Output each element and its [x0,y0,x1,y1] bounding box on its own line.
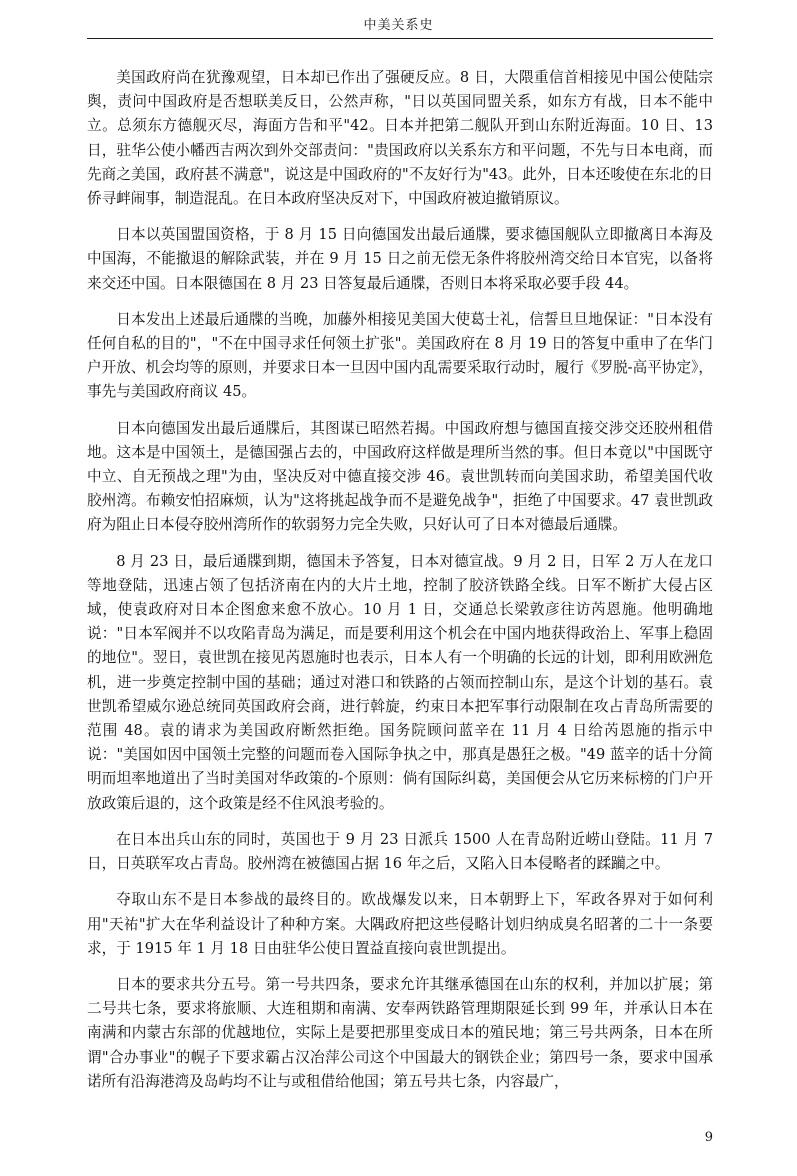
body-text [87,66,713,1106]
paragraph: 日本以英国盟国资格，于 8 月 15 日向德国发出最后通牒，要求德国舰队立即撤离日本海及中国海，不能撤退的解除武装，并在 9 月 15 日之前无偿无条件将胶州湾交给日本官宪，以备将来交还中国。日本限德国在 8 月 23 日答复最后通牒，否则日本将采取必要手段 44。 [87,226,713,292]
paragraph: 美国政府尚在犹豫观望，日本却已作出了强硬反应。8 日，大隈重信首相接见中国公使陆宗舆，责问中国政府是否想联美反日，公然声称，"日以英国同盟关系，如东方有战，日本不能中立。总须东方德舰灭尽，海面方告和平"42。日本并把第二舰队开到山东附近海面。10 日、13 日，驻华公使小幡西吉两次到外交部责问："贵国政府以关系东方和平问题，不先与日本电商，而先商之美国，政府甚不满意"，说这是中国政府的"不友好行为"43。此外，日本还唆使在东北的日侨寻衅闹事，制造混乱。在日本政府坚决反对下，中国政府被迫撤销原议。 [87,69,713,208]
paragraph: 日本发出上述最后通牒的当晚，加藤外相接见美国大使葛士礼，信誓旦旦地保证："日本没有任何自私的目的"，"不在中国寻求任何领土扩张"。美国政府在 8 月 19 日的答复中重申了在华门户开放、机会均等的原则，并要求日本一旦因中国内乱需要采取行动时，履行《罗脱-高平协定》，事先与美国政府商议 45。 [87,310,713,401]
paragraph: 在日本出兵山东的同时，英国也于 9 月 23 日派兵 1500 人在青岛附近崂山登陆。11 月 7 日，日英联军攻占青岛。胶州湾在被德国占据 16 年之后，又陷入日本侵略者的蹂躏之中。 [87,830,713,873]
paragraph: 8 月 23 日，最后通牒到期，德国未予答复，日本对德宣战。9 月 2 日，日军 2 万人在龙口等地登陆，迅速占领了包括济南在内的大片土地，控制了胶济铁路全线。日军不断扩大侵占区域，使袁政府对日本企图愈来愈不放心。10 月 1 日，交通总长梁敦彦往访芮恩施。他明确地说："日本军阀并不以攻陷青岛为满足，而是要利用这个机会在中国内地获得政治上、军事上稳固的地位"。翌日，袁世凯在接见芮恩施时也表示，日本人有一个明确的长远的计划，即利用欧洲危机，进一步奠定控制中国的基础；通过对港口和铁路的占领而控制山东，是这个计划的基石。袁世凯希望威尔逊总统同英国政府会商，进行斡旋，约束日本把军事行动限制在攻占青岛所需要的范围 48。袁的请求为美国政府断然拒绝。国务院顾问蓝辛在 11 月 4 日给芮恩施的指示中说："美国如因中国领土完整的问题而卷入国际争执之中，那真是愚狂之极。"49 蓝辛的话十分简明而坦率地道出了当时美国对华政策的-个原则：倘有国际纠葛，美国便会从它历来标榜的门户开放政策后退的，这个政策是经不住风浪考验的。 [87,552,713,812]
paragraph: 夺取山东不是日本参战的最终目的。欧战爆发以来，日本朝野上下，军政各界对于如何利用"天祐"扩大在华利益设计了种种方案。大隅政府把这些侵略计划归纳成臭名昭著的二十一条要求，于 1915 年 1 月 18 日由驻华公使日置益直接向袁世凯提出。 [87,891,713,957]
paragraph: 日本的要求共分五号。第一号共四条，要求允许其继承德国在山东的权利，并加以扩展；第二号共七条，要求将旅顺、大连租期和南满、安奉两铁路管理期限延长到 99 年，并承认日本在南满和内蒙古东部的优越地位，实际上是要把那里变成日本的殖民地；第三号共两条，日本在所谓"合办事业"的幌子下要求霸占汉冶萍公司这个中国最大的钢铁企业；第四号一条，要求中国承诺所有沿海港湾及岛屿均不让与或租借给他国；第五号共七条，内容最广， [87,975,713,1090]
paragraph: 日本向德国发出最后通牒后，其图谋已昭然若揭。中国政府想与德国直接交涉交还胶州租借地。这本是中国领土，是德国强占去的，中国政府这样做是理所当然的事。但日本竟以"中国既守中立、自无预战之理"为由，坚决反对中德直接交涉 46。袁世凯转而向美国求助，希望美国代收胶州湾。布赖安怕招麻烦，认为"这将挑起战争而不是避免战争"，拒绝了中国要求。47 袁世凯政府为阻止日本侵夺胶州湾所作的软弱努力完全失败，只好认可了日本对德最后通牒。 [87,419,713,534]
header-rule [87,38,713,39]
page-number: 9 [704,1130,713,1145]
running-header-title: 中美关系史 [363,18,434,33]
